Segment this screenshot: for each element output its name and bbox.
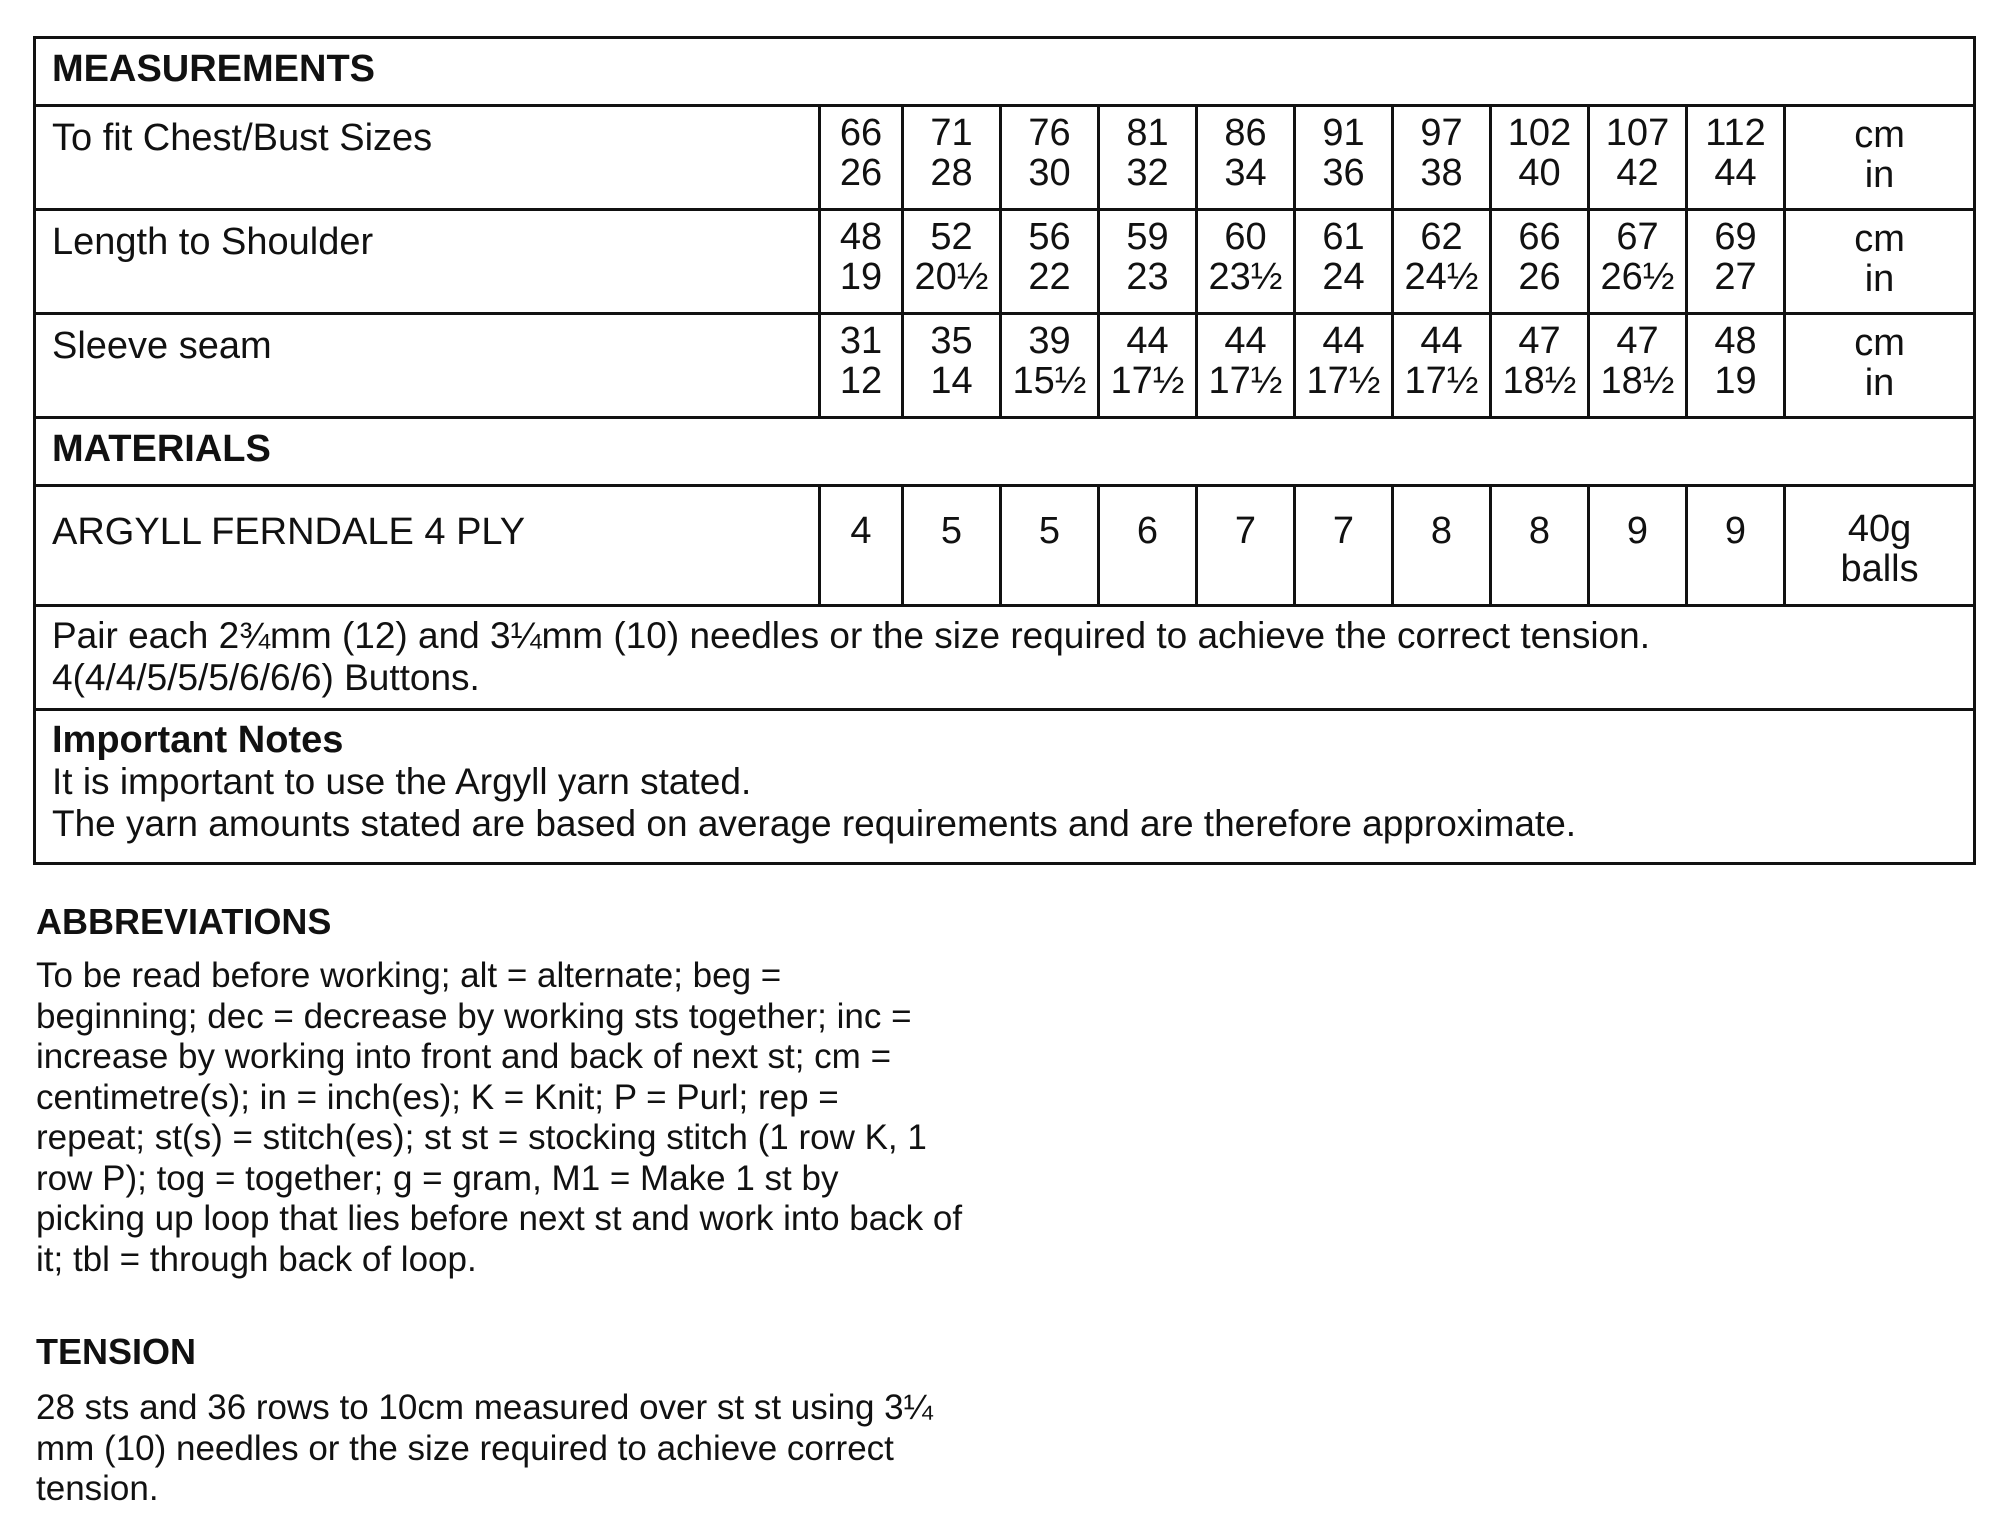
table-row: [35, 106, 1975, 210]
table-row: [35, 486, 1975, 606]
size-cell: 44 17½: [1393, 314, 1491, 418]
unit-cell: 40g balls: [1785, 486, 1975, 606]
tension-body: 28 sts and 36 rows to 10cm measured over st st using 3¼ mm (10) needles or the size required to achieve correct tension.: [36, 1388, 933, 1508]
size-cell: 48 19: [1687, 314, 1785, 418]
size-cell: 91 36: [1295, 106, 1393, 210]
size-cell: 31 12: [820, 314, 903, 418]
yarn-cell: 8: [1491, 486, 1589, 606]
yarn-label: ARGYLL FERNDALE 4 PLY: [35, 486, 820, 606]
size-cell: 67 26½: [1589, 210, 1687, 314]
notes-line: It is important to use the Argyll yarn stated.: [52, 761, 752, 802]
yarn-cell: 7: [1197, 486, 1295, 606]
measurements-header-row: [35, 38, 1975, 106]
important-notes: [35, 710, 1975, 864]
yarn-cell: 4: [820, 486, 903, 606]
row-label-length: Length to Shoulder: [35, 210, 820, 314]
size-cell: 61 24: [1295, 210, 1393, 314]
table-row: [35, 210, 1975, 314]
size-cell: 48 19: [820, 210, 903, 314]
notes-line: The yarn amounts stated are based on average requirements and are therefore approximate.: [52, 803, 1577, 844]
materials-heading: MATERIALS: [35, 418, 1975, 486]
yarn-cell: 9: [1589, 486, 1687, 606]
size-cell: 47 18½: [1491, 314, 1589, 418]
notes-row: [35, 710, 1975, 864]
yarn-cell: 6: [1099, 486, 1197, 606]
size-cell: 102 40: [1491, 106, 1589, 210]
size-cell: 52 20½: [903, 210, 1001, 314]
yarn-cell: 5: [903, 486, 1001, 606]
size-cell: 59 23: [1099, 210, 1197, 314]
unit-cell: cm in: [1785, 314, 1975, 418]
size-cell: 44 17½: [1197, 314, 1295, 418]
size-cell: 69 27: [1687, 210, 1785, 314]
size-cell: 86 34: [1197, 106, 1295, 210]
row-label-chest: To fit Chest/Bust Sizes: [35, 106, 820, 210]
size-cell: 44 17½: [1295, 314, 1393, 418]
abbreviations-body: To be read before working; alt = alternate; beg = beginning; dec = decrease by working sts together; inc = increase by working into front and back of next st; cm = centimetre(s); in = inch(es); K = Knit; P = Purl; rep = repeat; st(s) = stitch(es); st st = stocking stitch (1 row K, 1 row P); tog = together; g = gram, M1 = Make 1 st by picking up loop that lies before next st and work into back of it; tbl = through back of loop.: [36, 956, 963, 1279]
unit-cell: cm in: [1785, 106, 1975, 210]
needles-row: [35, 606, 1975, 710]
yarn-cell: 8: [1393, 486, 1491, 606]
yarn-cell: 7: [1295, 486, 1393, 606]
notes-title: Important Notes: [52, 719, 344, 761]
size-cell: 71 28: [903, 106, 1001, 210]
needles-text: Pair each 2¾mm (12) and 3¼mm (10) needles or the size required to achieve the correct tension. 4(4/4/5/5/5/6/6/6) Buttons.: [35, 606, 1975, 710]
unit-cell: cm in: [1785, 210, 1975, 314]
size-cell: 107 42: [1589, 106, 1687, 210]
yarn-cell: 5: [1001, 486, 1099, 606]
size-cell: 66 26: [1491, 210, 1589, 314]
measurements-heading: MEASUREMENTS: [35, 38, 1975, 106]
size-cell: 35 14: [903, 314, 1001, 418]
size-cell: 76 30: [1001, 106, 1099, 210]
size-cell: 97 38: [1393, 106, 1491, 210]
table-row: [35, 314, 1975, 418]
pattern-table: [33, 36, 1976, 865]
size-cell: 44 17½: [1099, 314, 1197, 418]
size-cell: 60 23½: [1197, 210, 1295, 314]
size-cell: 47 18½: [1589, 314, 1687, 418]
size-cell: 62 24½: [1393, 210, 1491, 314]
yarn-cell: 9: [1687, 486, 1785, 606]
tension-title: TENSION: [36, 1331, 197, 1372]
size-cell: 56 22: [1001, 210, 1099, 314]
size-cell: 39 15½: [1001, 314, 1099, 418]
row-label-sleeve: Sleeve seam: [35, 314, 820, 418]
size-cell: 81 32: [1099, 106, 1197, 210]
size-cell: 66 26: [820, 106, 903, 210]
abbreviations-title: ABBREVIATIONS: [36, 901, 332, 942]
size-cell: 112 44: [1687, 106, 1785, 210]
materials-header-row: [35, 418, 1975, 486]
